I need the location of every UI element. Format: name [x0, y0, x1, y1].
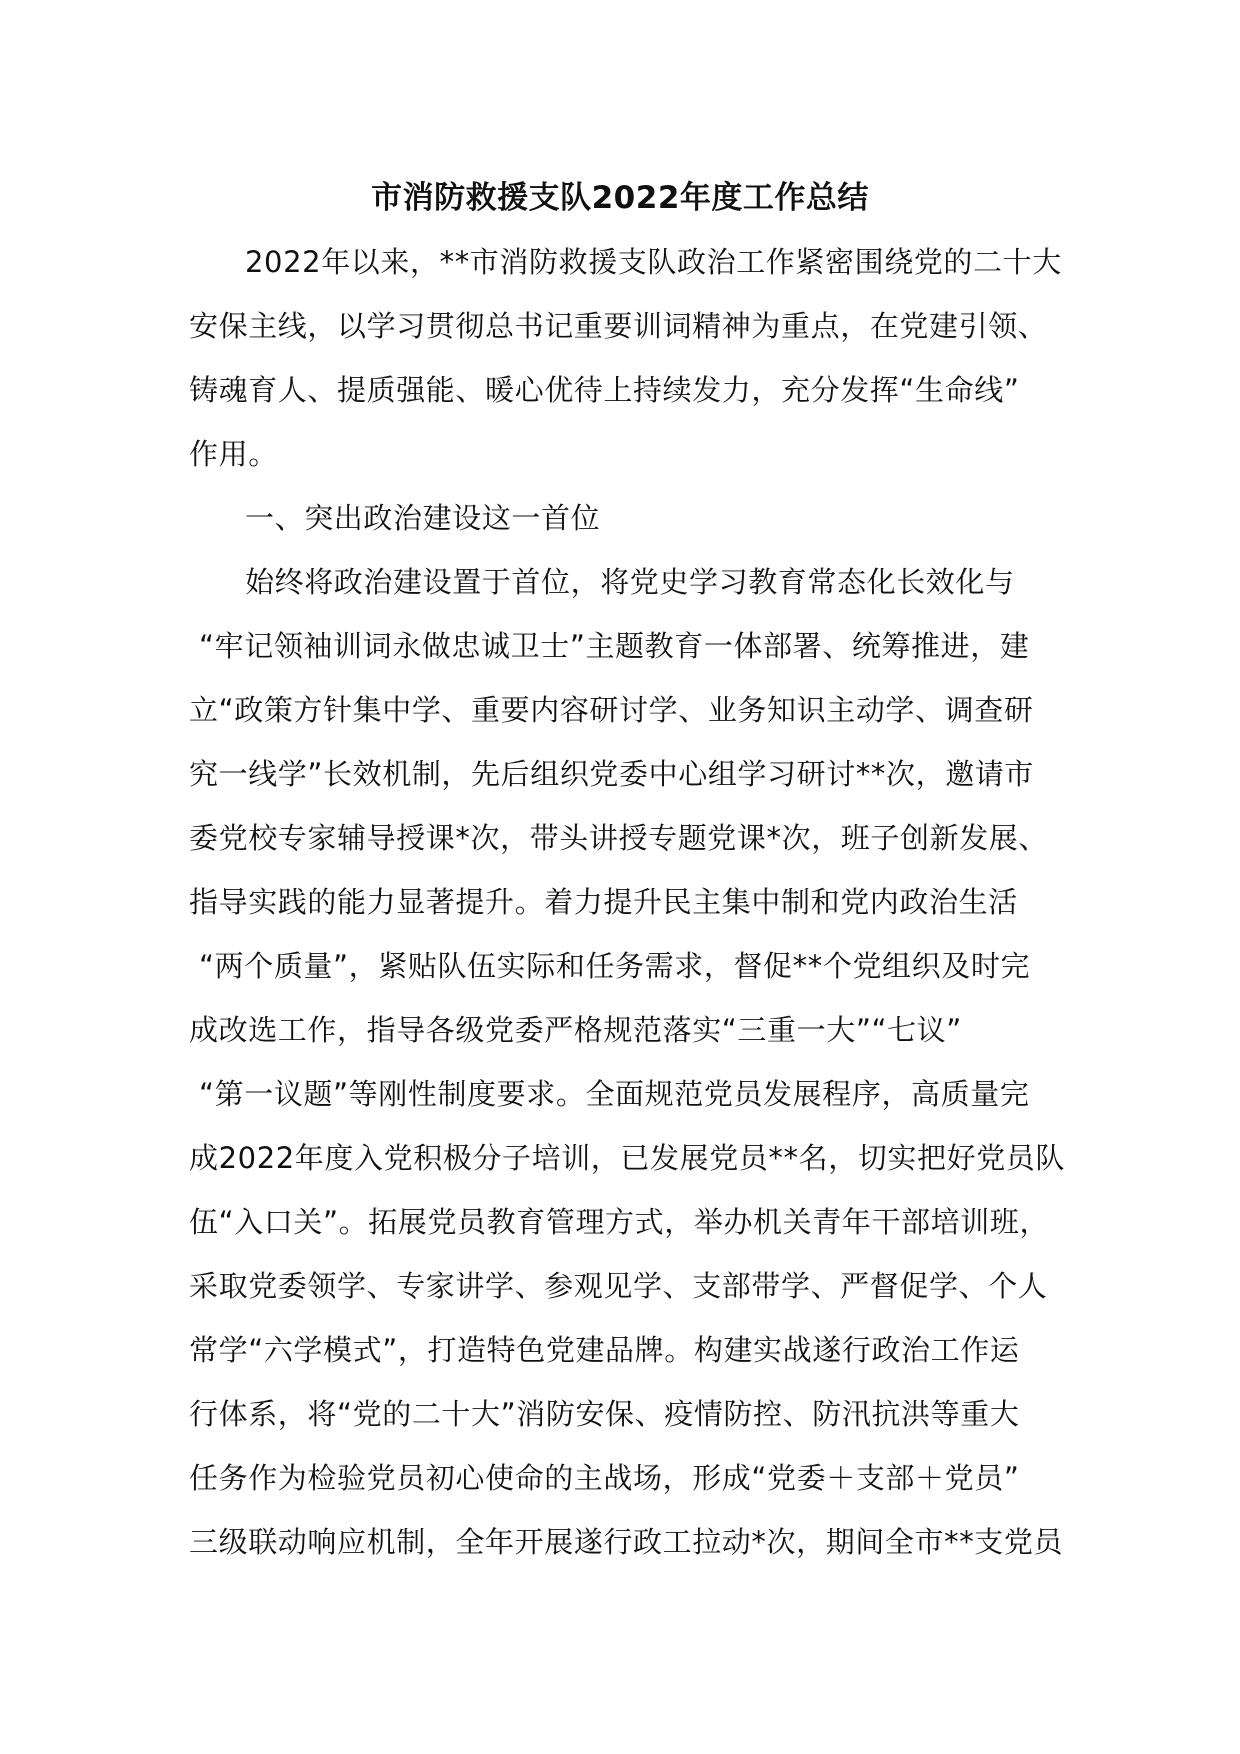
paragraph-line: 作用。 [189, 437, 278, 471]
paragraph-line: 委党校专家辅导授课*次，带头讲授专题党课*次，班子创新发展、 [189, 821, 1049, 855]
paragraph-line: “牢记领袖训词永做忠诚卫士”主题教育一体部署、统筹推进，建 [199, 629, 1030, 663]
paragraph-line: “第一议题”等刚性制度要求。全面规范党员发展程序，高质量完 [199, 1077, 1030, 1111]
paragraph-line: 行体系，将“党的二十大”消防安保、疫情防控、防汛抗洪等重大 [189, 1397, 1020, 1431]
paragraph-line: 三级联动响应机制，全年开展遂行政工拉动*次，期间全市**支党员 [189, 1525, 1064, 1559]
paragraph-line: 指导实践的能力显著提升。着力提升民主集中制和党内政治生活 [189, 885, 1018, 919]
paragraph-line: 究一线学”长效机制，先后组织党委中心组学习研讨**次，邀请市 [189, 757, 1035, 791]
paragraph-line: 始终将政治建设置于首位，将党史学习教育常态化长效化与 [245, 565, 1015, 599]
paragraph-line: 成2022年度入党积极分子培训，已发展党员**名，切实把好党员队 [189, 1141, 1066, 1175]
section-heading: 一、突出政治建设这一首位 [245, 501, 601, 535]
paragraph-line: 铸魂育人、提质强能、暖心优待上持续发力，充分发挥“生命线” [189, 373, 1020, 407]
paragraph-line: “两个质量”，紧贴队伍实际和任务需求，督促**个党组织及时完 [199, 949, 1031, 983]
paragraph-line: 采取党委领学、专家讲学、参观见学、支部带学、严督促学、个人 [189, 1269, 1048, 1303]
paragraph-line: 常学“六学模式”，打造特色党建品牌。构建实战遂行政治工作运 [189, 1333, 1020, 1367]
paragraph-line: 安保主线，以学习贯彻总书记重要训词精神为重点，在党建引领、 [189, 309, 1048, 343]
paragraph-line: 成改选工作，指导各级党委严格规范落实“三重一大”“七议” [189, 1013, 962, 1047]
document-title: 市消防救援支队2022年度工作总结 [371, 180, 869, 216]
paragraph-line: 任务作为检验党员初心使命的主战场，形成“党委＋支部＋党员” [189, 1461, 1020, 1495]
paragraph-line: 伍“入口关”。拓展党员教育管理方式，举办机关青年干部培训班， [189, 1205, 1050, 1239]
paragraph-line: 立“政策方针集中学、重要内容研讨学、业务知识主动学、调查研 [189, 693, 1034, 727]
paragraph-line: 2022年以来，**市消防救援支队政治工作紧密围绕党的二十大 [245, 245, 1062, 279]
